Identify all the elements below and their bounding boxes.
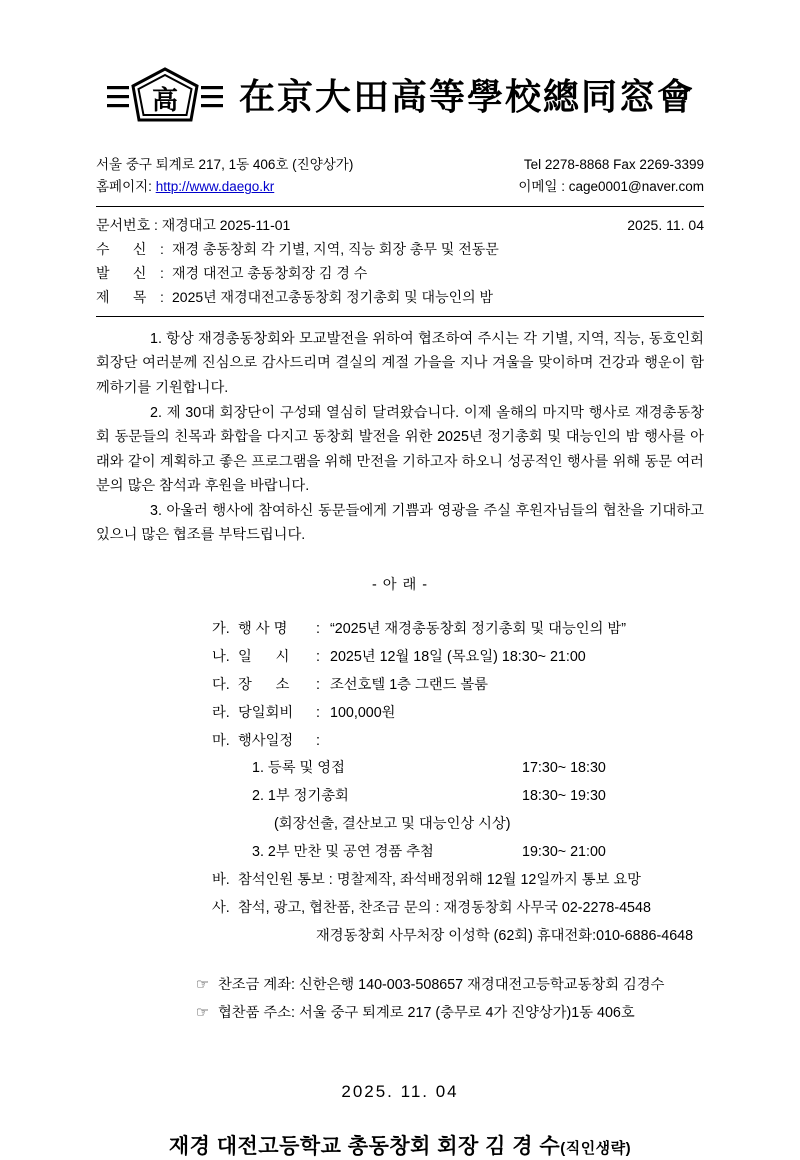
list-item [212, 700, 704, 728]
schedule-time: 17:30~ 18:30 [522, 760, 606, 777]
schedule-time: 18:30~ 19:30 [522, 788, 606, 805]
item-text-continuation: 재경동창회 사무처장 이성학 (62회) 휴대전화:010-6886-4648 [316, 927, 694, 944]
pointing-hand-icon: ☞ [196, 976, 209, 993]
item-key: 일 시 [238, 648, 290, 665]
homepage [96, 176, 274, 198]
body-paragraph-1: 1. 항상 재경총동창회와 모교발전을 위하여 협조하여 주시는 각 기별, 지역, 직능, 동호인회 회장단 여러분께 진심으로 감사드리며 결실의 계절 가을을 지나 겨울을 맞이하며 건강과 행운이 함께하기를 기원합니다. [96, 330, 704, 396]
item-marker: 다. [212, 676, 230, 693]
item-text: 참석인원 통보 : 명찰제작, 좌석배정위해 12월 12일까지 통보 요망 [238, 871, 641, 888]
organization-title: 在京大田高等學校總同窓會 [238, 76, 695, 118]
item-colon: : [316, 676, 320, 693]
item-value: “2025년 재경총동창회 정기총회 및 대능인의 밤” [330, 621, 626, 638]
list-item [212, 867, 704, 895]
list-item [212, 644, 704, 672]
schedule-time: 19:30~ 21:00 [522, 844, 606, 861]
schedule-row [252, 783, 704, 811]
document-date: 2025. 11. 04 [627, 216, 704, 233]
item-colon: : [316, 704, 320, 721]
footer-signature-name: 재경 대전고등학교 총동창회 회장 김 경 수 [168, 1134, 561, 1158]
item-key: 행사일정 [238, 732, 294, 749]
footer-signature [96, 1130, 704, 1160]
list-item [212, 728, 704, 756]
item-marker: 사. [212, 899, 230, 916]
meta-label-recipient: 수 신 [96, 240, 147, 257]
item-marker: 바. [212, 871, 230, 888]
contact-row-web [96, 176, 704, 198]
schedule-row [252, 811, 704, 839]
document-number: 문서번호 : 재경대고 2025-11-01 [96, 216, 291, 233]
item-marker: 나. [212, 648, 230, 665]
svg-text:高: 高 [151, 86, 178, 116]
note-text: 협찬품 주소: 서울 중구 퇴계로 217 (충무로 4가 진양상가)1동 406호 [218, 1005, 635, 1022]
meta-sep-subject: : [160, 288, 164, 305]
meta-sep-recipient: : [160, 240, 164, 257]
item-key: 장 소 [238, 676, 290, 693]
schedule-name: (회장선출, 결산보고 및 대능인상 시상) [274, 816, 511, 833]
contact-row-address [96, 154, 704, 176]
item-value: 조선호텔 1층 그랜드 볼룸 [330, 676, 488, 693]
schedule-name: 1. 등록 및 영접 [252, 760, 345, 777]
contact-block [96, 154, 704, 199]
note-row [196, 999, 704, 1028]
list-item [212, 672, 704, 700]
item-colon: : [316, 621, 320, 638]
note-row [196, 971, 704, 1000]
meta-row-subject [96, 285, 704, 309]
meta-label-sender: 발 신 [96, 264, 147, 281]
document-meta [96, 206, 704, 317]
details-list [96, 616, 704, 951]
footer-date: 2025. 11. 04 [341, 1081, 459, 1101]
item-marker: 가. [212, 621, 230, 638]
below-divider-text: - 아 래 - [371, 577, 429, 594]
notes-list [96, 971, 704, 1028]
list-item [212, 895, 704, 923]
letterhead [96, 0, 704, 128]
body-paragraph-3: 3. 아울러 행사에 참여하신 동문들에게 기쁨과 영광을 주실 후원자님들의 협찬을 기대하고 있으니 많은 협조를 부탁드립니다. [96, 502, 704, 544]
homepage-link[interactable]: http://www.daego.kr [155, 179, 275, 195]
list-item [212, 616, 704, 644]
schedule-name: 2. 1부 정기총회 [252, 788, 349, 805]
schedule-list [212, 755, 704, 867]
item-key: 행 사 명 [238, 621, 288, 638]
item-colon: : [316, 732, 320, 749]
meta-value-recipient: 재경 총동창회 각 기별, 지역, 직능 회장 총무 및 전동문 [172, 240, 499, 257]
note-text: 찬조금 계좌: 신한은행 140-003-508657 재경대전고등학교동창회 김경수 [218, 976, 665, 993]
schedule-name: 3. 2부 만찬 및 공연 경품 추첨 [252, 844, 434, 861]
school-emblem-icon [105, 66, 225, 128]
meta-row-docno [96, 213, 704, 237]
footer-signature-note: (직인생략) [560, 1139, 632, 1157]
homepage-label: 홈페이지: [96, 179, 152, 195]
pointing-hand-icon: ☞ [196, 1005, 209, 1022]
item-value: 100,000원 [330, 704, 396, 721]
item-key: 당일회비 [238, 704, 294, 721]
item-value: 2025년 12월 18일 (목요일) 18:30~ 21:00 [330, 648, 586, 665]
meta-row-recipient [96, 237, 704, 261]
schedule-row [252, 839, 704, 867]
meta-row-sender [96, 261, 704, 285]
email: 이메일 : cage0001@naver.com [518, 179, 704, 195]
office-address: 서울 중구 퇴계로 217, 1동 406호 (진양상가) [96, 157, 354, 172]
item-marker: 라. [212, 704, 230, 721]
meta-value-sender: 재경 대전고 총동창회장 김 경 수 [172, 264, 368, 281]
item-colon: : [316, 648, 320, 665]
schedule-row [252, 755, 704, 783]
item-marker: 마. [212, 732, 230, 749]
tel-fax: Tel 2278-8868 Fax 2269-3399 [523, 157, 704, 172]
item-text: 참석, 광고, 협찬품, 찬조금 문의 : 재경동창회 사무국 02-2278-4548 [238, 899, 651, 916]
body-paragraph-2: 2. 제 30대 회장단이 구성돼 열심히 달려왔습니다. 이제 올해의 마지막 행사로 재경총동창회 동문들의 친목과 화합을 다지고 동창회 발전을 위한 2025년 정기총회 및 대능인의 밤 행사를 아래와 같이 계획하고 좋은 프로그램을 위해 만전을 기하고자 하오니 성공적인 행사를 위해 동문 여러분의 많은 참석과 후원을 바랍니다. [96, 404, 704, 495]
meta-value-subject: 2025년 재경대전고총동창회 정기총회 및 대능인의 밤 [172, 288, 494, 305]
meta-sep-sender: : [160, 264, 164, 281]
meta-label-subject: 제 목 [96, 288, 147, 305]
